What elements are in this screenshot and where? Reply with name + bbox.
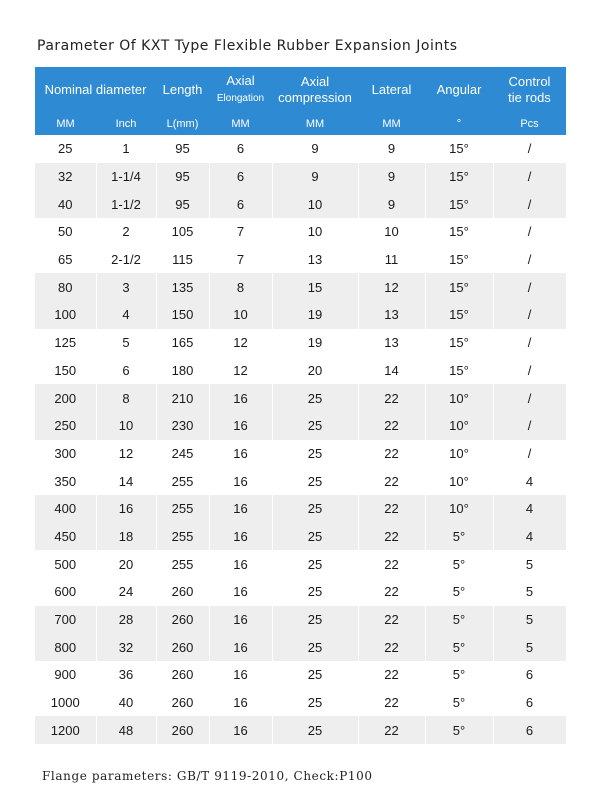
table-cell: 165 (156, 329, 209, 357)
table-cell: 25 (272, 467, 358, 495)
table-cell: 16 (209, 550, 272, 578)
table-cell: 180 (156, 357, 209, 385)
table-cell: 9 (358, 190, 425, 218)
table-cell: / (493, 384, 566, 412)
table-cell: 2-1/2 (96, 246, 156, 274)
table-cell: 8 (209, 273, 272, 301)
table-cell: 25 (272, 689, 358, 717)
table-row (35, 440, 566, 468)
table-cell: 19 (272, 301, 358, 329)
table-cell: 22 (358, 689, 425, 717)
table-cell: 10° (425, 412, 493, 440)
table-cell: 260 (156, 661, 209, 689)
header-angular: Angular (425, 67, 493, 113)
table-cell: 32 (35, 163, 96, 191)
table-cell: 25 (272, 523, 358, 551)
table-cell: 25 (272, 606, 358, 634)
table-row (35, 689, 566, 717)
table-cell: 800 (35, 633, 96, 661)
table-row (35, 633, 566, 661)
table-cell: 200 (35, 384, 96, 412)
table-cell: 115 (156, 246, 209, 274)
table-cell: 260 (156, 578, 209, 606)
table-row (35, 329, 566, 357)
table-cell: / (493, 218, 566, 246)
table-cell: 15° (425, 246, 493, 274)
table-cell: 25 (272, 384, 358, 412)
table-cell: 10 (358, 218, 425, 246)
table-cell: 13 (358, 329, 425, 357)
table-cell: 5° (425, 550, 493, 578)
table-cell: 125 (35, 329, 96, 357)
table-cell: 16 (209, 633, 272, 661)
table-cell: 12 (209, 357, 272, 385)
table-cell: 40 (96, 689, 156, 717)
table-cell: 7 (209, 246, 272, 274)
table-cell: 900 (35, 661, 96, 689)
table-cell: 260 (156, 689, 209, 717)
table-cell: 22 (358, 716, 425, 744)
table-row (35, 163, 566, 191)
table-cell: 10 (272, 218, 358, 246)
table-cell: 16 (209, 384, 272, 412)
table-cell: 230 (156, 412, 209, 440)
table-cell: / (493, 246, 566, 274)
table-cell: 5 (493, 633, 566, 661)
table-cell: 5 (96, 329, 156, 357)
table-row (35, 495, 566, 523)
table-cell: / (493, 163, 566, 191)
table-cell: 250 (35, 412, 96, 440)
table-cell: 25 (35, 135, 96, 163)
table-cell: / (493, 329, 566, 357)
table-cell: 10 (272, 190, 358, 218)
table-cell: 6 (209, 135, 272, 163)
table-cell: 25 (272, 412, 358, 440)
table-row (35, 716, 566, 744)
table-cell: 19 (272, 329, 358, 357)
table-cell: 16 (209, 523, 272, 551)
table-row (35, 606, 566, 634)
header-nominal-diameter: Nominal diameter (35, 67, 156, 113)
table-cell: 260 (156, 716, 209, 744)
table-cell: 300 (35, 440, 96, 468)
table-cell: 10 (209, 301, 272, 329)
header-control-tie-rods (493, 67, 566, 113)
unit-cell: ° (425, 113, 493, 135)
table-cell: 15° (425, 329, 493, 357)
table-cell: 255 (156, 550, 209, 578)
table-cell: 18 (96, 523, 156, 551)
table-cell: 1000 (35, 689, 96, 717)
table-row (35, 550, 566, 578)
table-cell: 5° (425, 606, 493, 634)
header-axial-elongation-line1: Axial (226, 73, 255, 88)
table-cell: 260 (156, 606, 209, 634)
table-cell: 22 (358, 578, 425, 606)
unit-cell: Pcs (493, 113, 566, 135)
table-cell: / (493, 273, 566, 301)
table-cell: 255 (156, 467, 209, 495)
table-row (35, 190, 566, 218)
table-cell: 22 (358, 384, 425, 412)
table-cell: 48 (96, 716, 156, 744)
table-cell: 16 (209, 412, 272, 440)
table-cell: 13 (358, 301, 425, 329)
table-body (35, 135, 566, 744)
table-row (35, 301, 566, 329)
unit-cell: L(mm) (156, 113, 209, 135)
table-cell: 10° (425, 440, 493, 468)
table-cell: / (493, 301, 566, 329)
table-cell: 15° (425, 163, 493, 191)
footer-note: Flange parameters: GB/T 9119-2010, Check:P100 (42, 769, 373, 783)
unit-cell: MM (35, 113, 96, 135)
unit-cell: MM (272, 113, 358, 135)
table-cell: 11 (358, 246, 425, 274)
table-cell: 4 (493, 467, 566, 495)
table-cell: 36 (96, 661, 156, 689)
table-cell: 6 (96, 357, 156, 385)
table-cell: 13 (272, 246, 358, 274)
parameter-table (35, 67, 567, 744)
table-cell: / (493, 440, 566, 468)
table-row (35, 218, 566, 246)
table-cell: 5° (425, 716, 493, 744)
table-cell: 10 (96, 412, 156, 440)
table-row (35, 467, 566, 495)
table-cell: 500 (35, 550, 96, 578)
table-cell: 450 (35, 523, 96, 551)
table-cell: 95 (156, 163, 209, 191)
unit-cell: MM (209, 113, 272, 135)
table-cell: 5 (493, 606, 566, 634)
header-length: Length (156, 67, 209, 113)
table-cell: 1200 (35, 716, 96, 744)
table-cell: 9 (358, 135, 425, 163)
table-cell: 16 (209, 578, 272, 606)
table-cell: 50 (35, 218, 96, 246)
table-cell: 25 (272, 633, 358, 661)
table-row (35, 135, 566, 163)
table-cell: 1-1/4 (96, 163, 156, 191)
table-cell: 3 (96, 273, 156, 301)
table-cell: 32 (96, 633, 156, 661)
table-cell: 80 (35, 273, 96, 301)
table-cell: 25 (272, 550, 358, 578)
table-cell: 4 (96, 301, 156, 329)
table-cell: 22 (358, 495, 425, 523)
table-cell: 10° (425, 384, 493, 412)
table-cell: 9 (272, 135, 358, 163)
page-title: Parameter Of KXT Type Flexible Rubber Expansion Joints (37, 38, 458, 54)
table-cell: 12 (209, 329, 272, 357)
table-cell: 260 (156, 633, 209, 661)
table-row (35, 578, 566, 606)
table-cell: 22 (358, 606, 425, 634)
table-row (35, 273, 566, 301)
table-cell: 65 (35, 246, 96, 274)
table-cell: 6 (493, 716, 566, 744)
table-cell: 4 (493, 523, 566, 551)
table-cell: 16 (209, 467, 272, 495)
table-cell: 20 (272, 357, 358, 385)
table-cell: 16 (209, 689, 272, 717)
table-cell: 16 (96, 495, 156, 523)
table-row (35, 412, 566, 440)
table-cell: 16 (209, 440, 272, 468)
table-cell: 4 (493, 495, 566, 523)
table-cell: 1 (96, 135, 156, 163)
table-cell: 12 (358, 273, 425, 301)
table-cell: 105 (156, 218, 209, 246)
table-cell: 16 (209, 661, 272, 689)
table-cell: 25 (272, 716, 358, 744)
table-cell: 7 (209, 218, 272, 246)
table-cell: 14 (96, 467, 156, 495)
table-cell: 5° (425, 633, 493, 661)
table-cell: 22 (358, 523, 425, 551)
table-cell: 1-1/2 (96, 190, 156, 218)
table-cell: 6 (209, 163, 272, 191)
table-cell: 16 (209, 606, 272, 634)
header-control-line2: tie rods (508, 90, 551, 105)
table-cell: 25 (272, 495, 358, 523)
table-cell: 15° (425, 357, 493, 385)
table-cell: / (493, 190, 566, 218)
table-cell: 255 (156, 495, 209, 523)
table-cell: 210 (156, 384, 209, 412)
unit-cell: Inch (96, 113, 156, 135)
header-axial-compression (272, 67, 358, 113)
table-cell: 22 (358, 550, 425, 578)
table-cell: 245 (156, 440, 209, 468)
table-cell: 10° (425, 495, 493, 523)
table-cell: 16 (209, 495, 272, 523)
table-cell: 700 (35, 606, 96, 634)
table-cell: 150 (35, 357, 96, 385)
table-cell: 5 (493, 550, 566, 578)
table-cell: 600 (35, 578, 96, 606)
table-cell: 28 (96, 606, 156, 634)
table-cell: 40 (35, 190, 96, 218)
table-cell: 9 (358, 163, 425, 191)
table-cell: 100 (35, 301, 96, 329)
table-cell: 22 (358, 467, 425, 495)
table-cell: 6 (209, 190, 272, 218)
header-axial-compression-line1: Axial (300, 74, 330, 89)
table-cell: 5 (493, 578, 566, 606)
table-cell: 15° (425, 273, 493, 301)
table-cell: 15° (425, 135, 493, 163)
table-cell: 24 (96, 578, 156, 606)
table-cell: 95 (156, 190, 209, 218)
table-cell: / (493, 357, 566, 385)
table-cell: 15 (272, 273, 358, 301)
table-cell: 22 (358, 633, 425, 661)
table-cell: 255 (156, 523, 209, 551)
header-axial-elongation-line2: Elongation (216, 93, 265, 104)
table-row (35, 523, 566, 551)
table-row (35, 384, 566, 412)
table-cell: 400 (35, 495, 96, 523)
table-row (35, 246, 566, 274)
table-cell: / (493, 135, 566, 163)
table-cell: 10° (425, 467, 493, 495)
table-row (35, 357, 566, 385)
table-cell: 95 (156, 135, 209, 163)
table-cell: 6 (493, 661, 566, 689)
table-cell: 150 (156, 301, 209, 329)
table-cell: 8 (96, 384, 156, 412)
table-cell: 15° (425, 190, 493, 218)
header-lateral: Lateral (358, 67, 425, 113)
table-cell: 5° (425, 661, 493, 689)
header-axial-elongation (209, 67, 272, 113)
table-cell: 135 (156, 273, 209, 301)
header-control-line1: Control (508, 74, 551, 89)
header-axial-compression-line2: compression (278, 90, 352, 105)
table-cell: 22 (358, 661, 425, 689)
table-cell: / (493, 412, 566, 440)
unit-cell: MM (358, 113, 425, 135)
table-cell: 350 (35, 467, 96, 495)
table-cell: 25 (272, 578, 358, 606)
table-cell: 5° (425, 523, 493, 551)
table-cell: 15° (425, 218, 493, 246)
table-cell: 5° (425, 578, 493, 606)
table-cell: 16 (209, 716, 272, 744)
table-cell: 25 (272, 661, 358, 689)
table-cell: 15° (425, 301, 493, 329)
table-cell: 22 (358, 440, 425, 468)
table-cell: 9 (272, 163, 358, 191)
table-cell: 5° (425, 689, 493, 717)
table-cell: 6 (493, 689, 566, 717)
table-cell: 22 (358, 412, 425, 440)
table-cell: 25 (272, 440, 358, 468)
table-cell: 12 (96, 440, 156, 468)
table-row (35, 661, 566, 689)
table-cell: 20 (96, 550, 156, 578)
table-cell: 14 (358, 357, 425, 385)
table-cell: 2 (96, 218, 156, 246)
